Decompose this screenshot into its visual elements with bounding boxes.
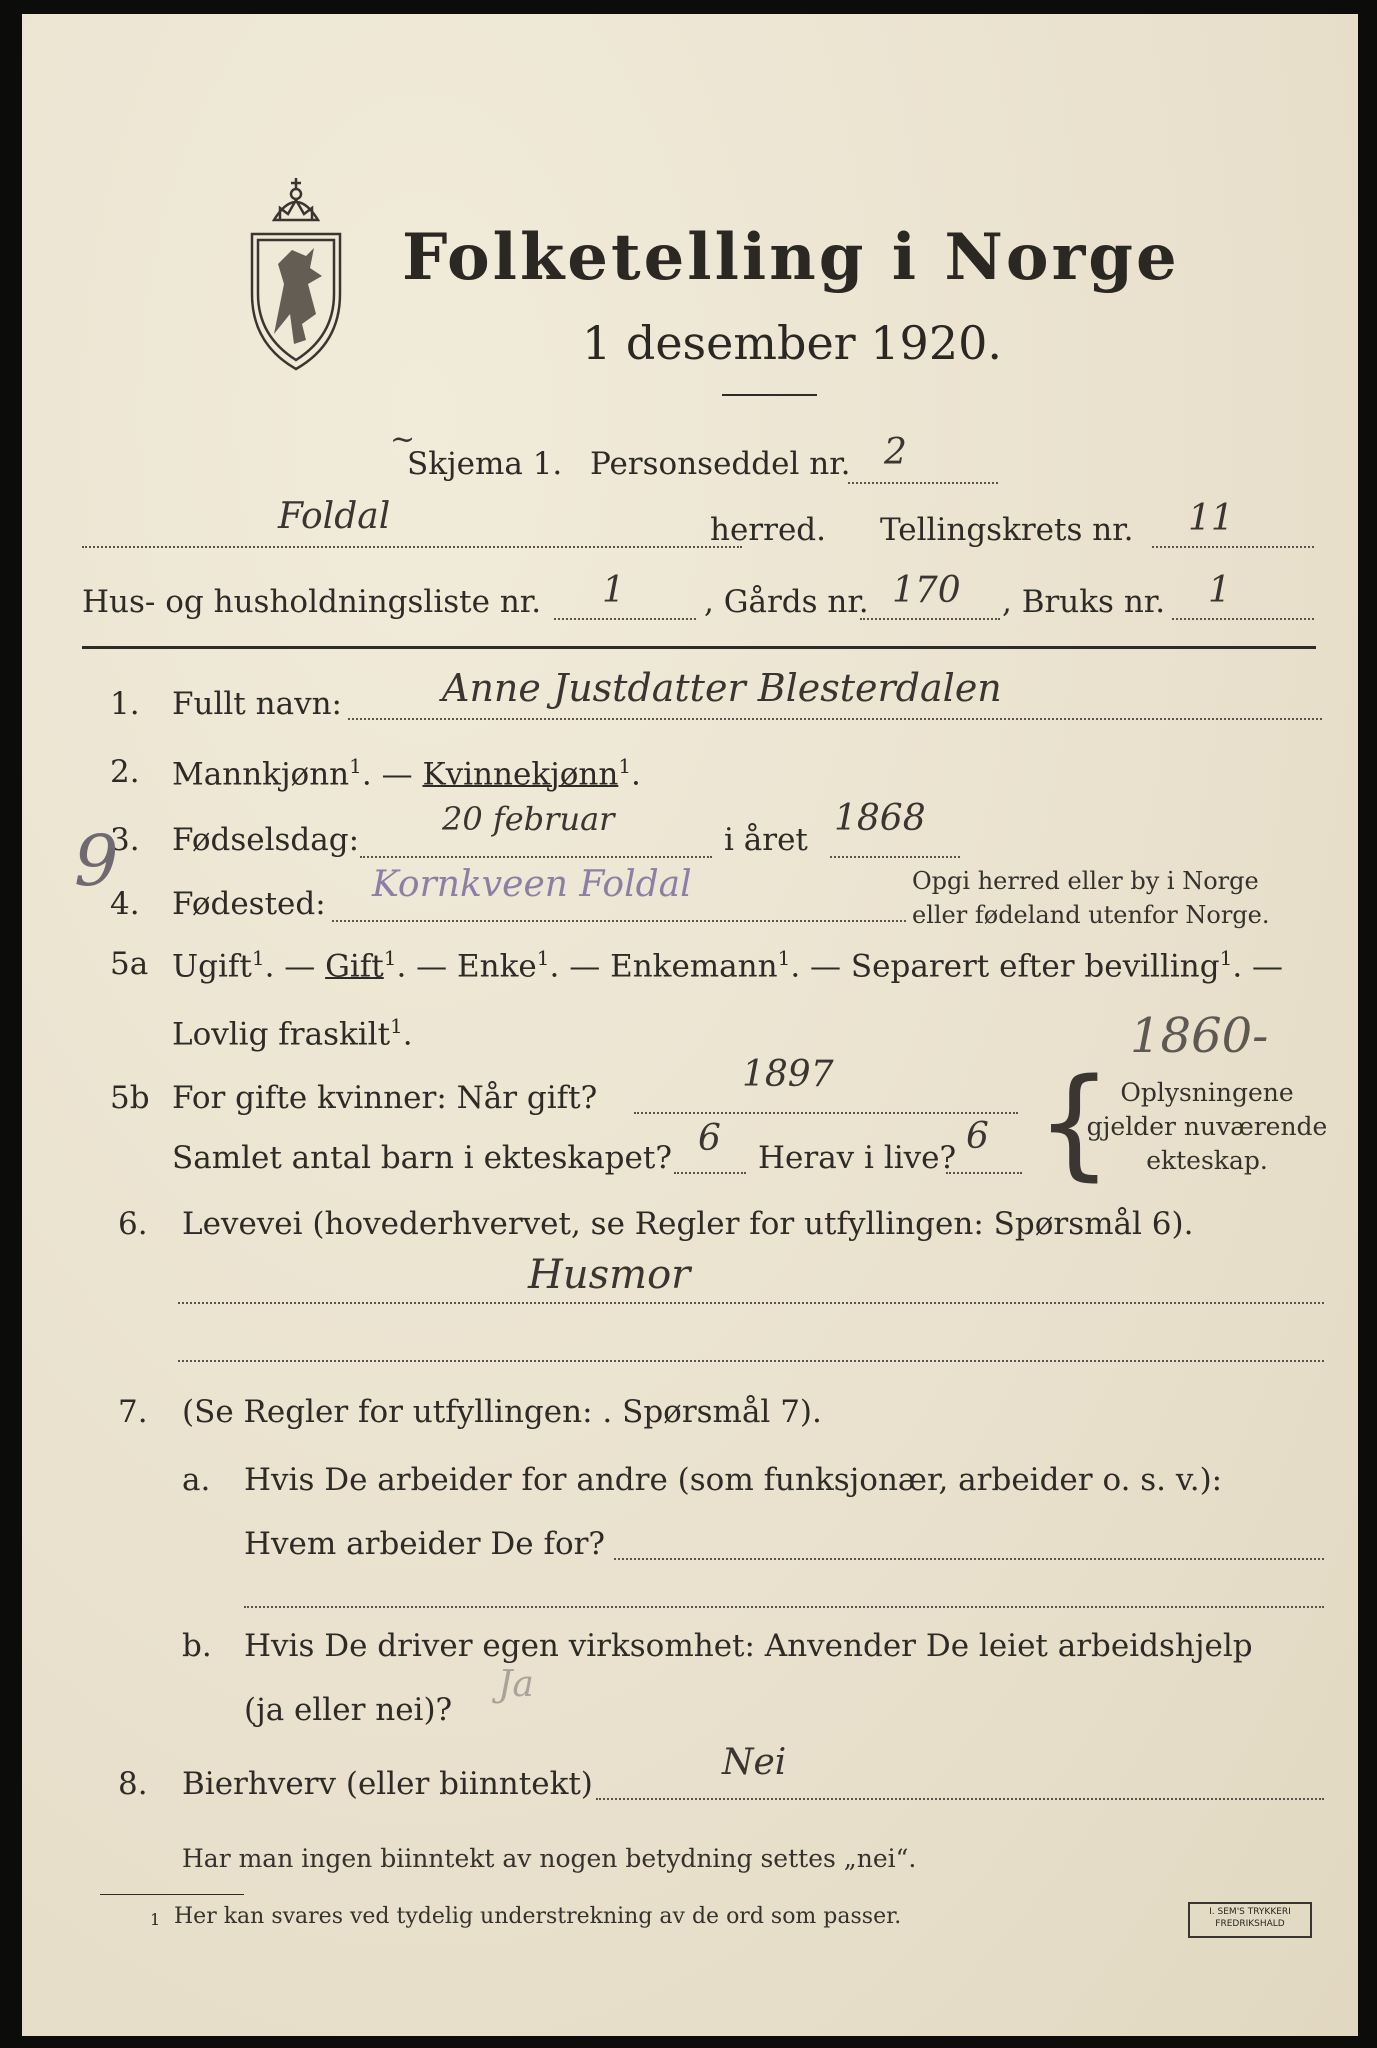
hus-value: 1 [602, 570, 625, 611]
q7b-number: b. [182, 1628, 212, 1664]
q1-field-line [348, 718, 1322, 720]
gift-option: Gift [325, 948, 384, 985]
q6-field-line-2 [178, 1360, 1324, 1362]
census-form-page [22, 14, 1358, 2036]
q5b-margin-note: 1860- [1130, 1008, 1269, 1064]
q5b-note-line3: ekteskap. [1146, 1146, 1268, 1175]
q3-number: 3. [110, 822, 140, 858]
tick-mark: ~ [390, 422, 416, 457]
footnote-text: Her kan svares ved tydelig understrekning av de ord som passer. [174, 1904, 902, 1929]
title-divider [722, 394, 817, 396]
q4-note [912, 864, 1270, 932]
q7-label: (Se Regler for utfyllingen: . Spørsmål 7). [182, 1394, 822, 1430]
q6-label: Levevei (hovederhvervet, se Regler for utfyllingen: Spørsmål 6). [182, 1206, 1194, 1242]
skjema-label: Skjema 1. [407, 446, 563, 482]
q8-number: 8. [118, 1766, 148, 1802]
q3-year-value: 1868 [834, 798, 926, 839]
q7a-question: Hvem arbeider De for? [244, 1526, 606, 1562]
enke-option: Enke [457, 948, 537, 985]
q1-number: 1. [110, 686, 140, 722]
q3-aaret-label: i året [724, 822, 808, 858]
form-date: 1 desember 1920. [582, 316, 1002, 370]
enkemann-option: Enkemann [610, 948, 778, 985]
q5b-married-field-line [634, 1112, 1018, 1114]
q5b-note-line1: Oplysningene [1120, 1078, 1294, 1107]
q7a-text: Hvis De arbeider for andre (som funksjonær, arbeider o. s. v.): [244, 1462, 1223, 1498]
q5a-options: Ugift$^1$. — Gift$^1$. — Enke$^1$. — Enkemann$^1$. — Separert efter bevilling$^1$. — [172, 946, 1284, 985]
q7-number: 7. [118, 1394, 148, 1430]
q5b-alive-field-line [946, 1172, 1022, 1174]
herred-value: Foldal [278, 496, 391, 537]
gards-field-line [860, 618, 1000, 620]
q8-value: Nei [722, 1742, 787, 1783]
kvinnekjonn-option: Kvinnekjønn [422, 756, 619, 793]
q5b-brace: { [1036, 1054, 1113, 1193]
q4-note-line2: eller fødeland utenfor Norge. [912, 901, 1270, 929]
footer-note: Har man ingen biinntekt av nogen betydning settes „nei“. [182, 1844, 917, 1873]
gards-label: , Gårds nr. [704, 584, 869, 620]
q6-value: Husmor [528, 1252, 691, 1298]
norwegian-coat-of-arms-icon [244, 164, 348, 374]
header-rule [82, 646, 1316, 649]
q5b-children-label: Samlet antal barn i ekteskapet? [172, 1140, 672, 1176]
herred-field-line [82, 546, 742, 548]
q4-margin-mark: 9 [74, 820, 119, 902]
bruks-field-line [1172, 618, 1314, 620]
q3-year-field-line [830, 856, 960, 858]
q2-options: Mannkjønn$^1$. — Kvinnekjønn$^1$. [172, 754, 641, 793]
q4-label: Fødested: [172, 886, 326, 922]
gards-value: 170 [892, 570, 961, 611]
q5b-children-field-line [674, 1172, 746, 1174]
q7a-number: a. [182, 1462, 211, 1498]
q4-field-line [332, 920, 906, 922]
printer-stamp [1188, 1902, 1312, 1938]
q5b-note [1082, 1076, 1332, 1178]
q6-field-line-1 [178, 1302, 1324, 1304]
q4-value: Kornkveen Foldal [372, 864, 692, 905]
q8-label: Bierhverv (eller biinntekt) [182, 1766, 593, 1802]
personseddel-label: Personseddel nr. [590, 446, 851, 482]
bruks-label: , Bruks nr. [1002, 584, 1166, 620]
bruks-value: 1 [1208, 570, 1231, 611]
q4-number: 4. [110, 886, 140, 922]
tellingskrets-value: 11 [1188, 498, 1234, 539]
q7a-field-line-2 [244, 1606, 1324, 1608]
ugift-option: Ugift [172, 948, 252, 985]
q6-number: 6. [118, 1206, 148, 1242]
q5b-alive-label: Herav i live? [758, 1140, 957, 1176]
hus-label: Hus- og husholdningsliste nr. [82, 584, 542, 620]
q5b-married-value: 1897 [742, 1054, 834, 1095]
mannkjonn-option: Mannkjønn [172, 756, 350, 793]
q7b-value: Ja [498, 1664, 534, 1705]
q7a-field-line-1 [614, 1558, 1324, 1560]
lovlig-fraskilt-option: Lovlig fraskilt$^1$. [172, 1014, 413, 1053]
hus-field-line [554, 618, 696, 620]
separert-option: Separert efter bevilling [850, 948, 1220, 985]
tellingskrets-label: Tellingskrets nr. [880, 512, 1134, 548]
personseddel-value: 2 [884, 432, 907, 473]
q5a-number: 5a [110, 946, 149, 982]
q8-field-line [596, 1798, 1324, 1800]
stamp-line2: FREDRIKSHALD [1215, 1919, 1285, 1929]
q1-label: Fullt navn: [172, 686, 342, 722]
tellingskrets-field-line [1152, 546, 1314, 548]
q5b-label: For gifte kvinner: Når gift? [172, 1080, 598, 1116]
stamp-line1: I. SEM'S TRYKKERI [1209, 1907, 1291, 1917]
form-title: Folketelling i Norge [402, 220, 1180, 295]
q1-value: Anne Justdatter Blesterdalen [442, 666, 1002, 710]
q5b-note-line2: gjelder nuværende [1086, 1112, 1328, 1141]
q4-note-line1: Opgi herred eller by i Norge [912, 867, 1259, 895]
q5b-children-value: 6 [698, 1118, 721, 1159]
personseddel-field-line [848, 482, 998, 484]
footnote-number: 1 [150, 1910, 161, 1929]
q7b-text: Hvis De driver egen virksomhet: Anvender De leiet arbeidshjelp [244, 1628, 1253, 1664]
q7b-question: (ja eller nei)? [244, 1692, 453, 1728]
q3-value: 20 februar [442, 800, 615, 838]
q5b-number: 5b [110, 1080, 150, 1116]
herred-label: herred. [710, 512, 826, 548]
q3-field-line [360, 856, 712, 858]
q2-number: 2. [110, 754, 140, 790]
q3-label: Fødselsdag: [172, 822, 360, 858]
q5b-alive-value: 6 [966, 1116, 989, 1157]
footnote-rule [100, 1894, 244, 1895]
